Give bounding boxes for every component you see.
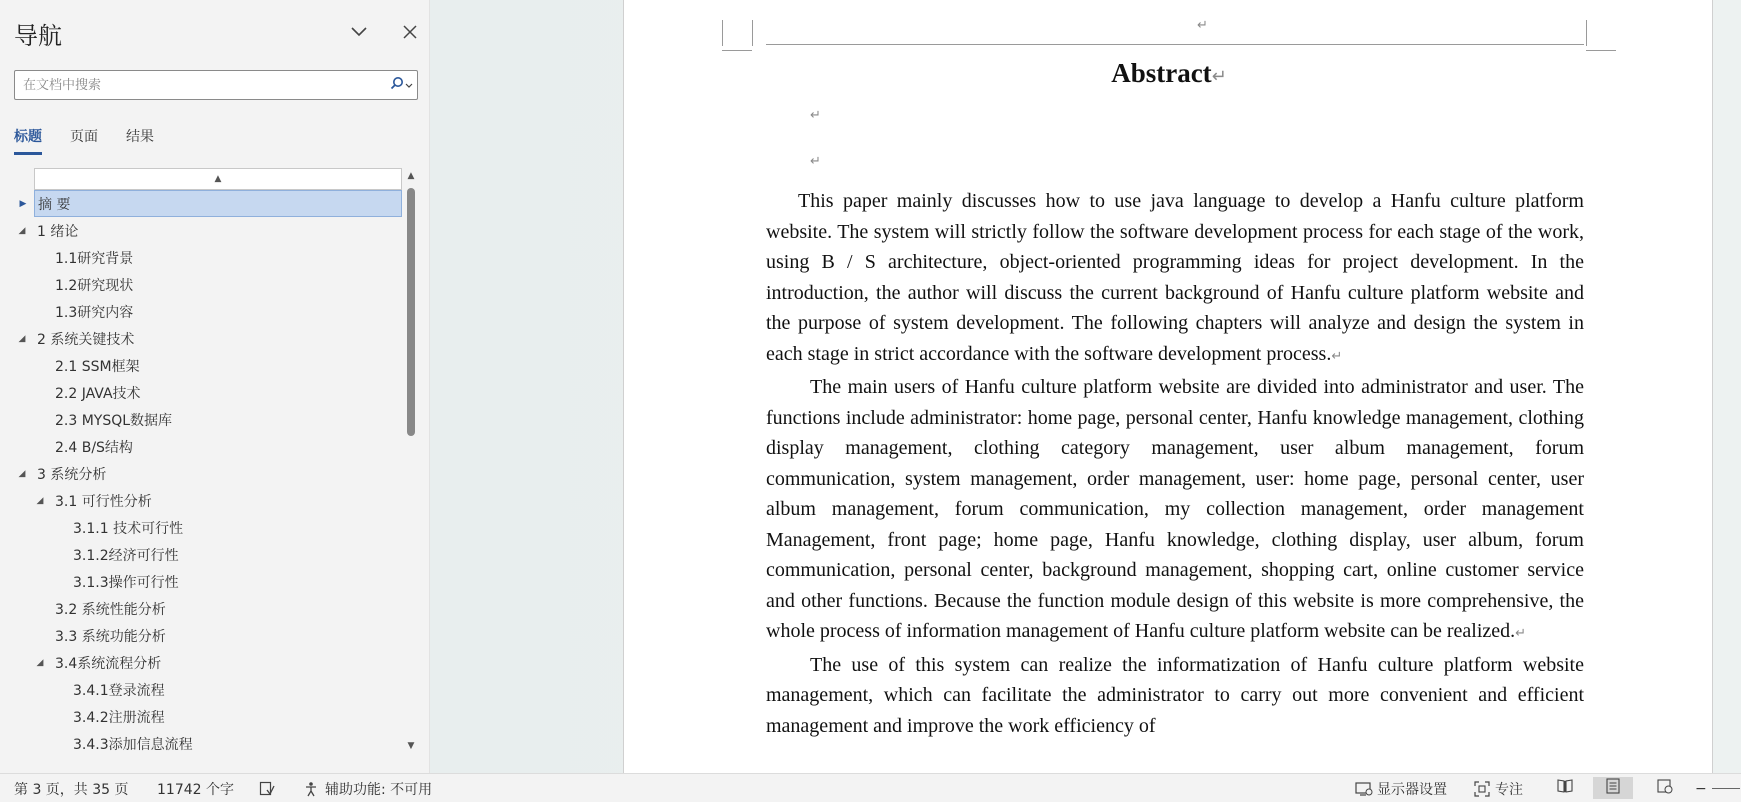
header-rule bbox=[766, 44, 1584, 45]
zoom-slider-track bbox=[1712, 788, 1740, 789]
crop-mark bbox=[722, 20, 723, 46]
heading-label: 1.2研究现状 bbox=[55, 277, 134, 294]
abstract-paragraph[interactable] bbox=[766, 186, 1584, 372]
heading-label: 3.1 可行性分析 bbox=[55, 493, 152, 510]
paragraph-mark: ↵ bbox=[1197, 18, 1208, 33]
zoom-slider[interactable] bbox=[1712, 774, 1740, 802]
scroll-to-top-button[interactable] bbox=[34, 168, 402, 190]
paragraph-text: The use of this system can realize the informatization of Hanfu culture platform website management, which can facilitate the administrator to carry out more convenient and efficient management and improve the work efficiency of bbox=[766, 653, 1584, 737]
zoom-out-button[interactable]: − bbox=[1695, 780, 1707, 797]
scroll-up-icon[interactable]: ▲ bbox=[407, 171, 415, 181]
heading-label: 3.4.3添加信息流程 bbox=[73, 736, 193, 753]
display-settings-icon bbox=[1355, 780, 1373, 798]
search-input[interactable] bbox=[15, 71, 375, 99]
chevron-down-icon bbox=[405, 78, 413, 93]
heading-label: 2.4 B/S结构 bbox=[55, 439, 133, 456]
crop-mark bbox=[1586, 50, 1616, 51]
focus-button[interactable] bbox=[1473, 774, 1523, 802]
heading-label: 3.2 系统性能分析 bbox=[55, 601, 166, 618]
heading-item[interactable] bbox=[14, 271, 402, 298]
crop-mark bbox=[722, 50, 752, 51]
nav-title: 导航 bbox=[14, 22, 62, 50]
focus-icon bbox=[1473, 780, 1491, 798]
heading-label: 摘 要 bbox=[38, 196, 71, 213]
collapse-arrow-icon[interactable]: ◢ bbox=[36, 495, 44, 506]
proofing-button[interactable] bbox=[258, 774, 276, 802]
paragraph-mark: ↵ bbox=[810, 154, 821, 169]
paragraph-mark: ↵ bbox=[1211, 66, 1227, 86]
heading-item[interactable] bbox=[14, 730, 402, 757]
heading-item[interactable] bbox=[14, 406, 402, 433]
heading-label: 3 系统分析 bbox=[37, 466, 107, 483]
nav-scrollbar[interactable] bbox=[405, 170, 417, 752]
web-layout-icon bbox=[1657, 778, 1673, 798]
read-mode-button[interactable] bbox=[1553, 777, 1577, 799]
abstract-heading[interactable] bbox=[624, 58, 1713, 89]
scroll-down-icon[interactable]: ▼ bbox=[407, 741, 415, 751]
focus-label: 专注 bbox=[1495, 781, 1523, 798]
heading-label: 3.4.2注册流程 bbox=[73, 709, 165, 726]
heading-item[interactable] bbox=[14, 595, 402, 622]
heading-label: 3.1.1 技术可行性 bbox=[73, 520, 184, 537]
heading-label: 1.1研究背景 bbox=[55, 250, 134, 267]
read-mode-icon bbox=[1557, 779, 1573, 797]
close-icon[interactable] bbox=[398, 20, 422, 44]
paragraph-text: This paper mainly discusses how to use java language to develop a Hanfu culture platform website. The system will strictly follow the software development process for each stage of the work, using B / S architecture, object-oriented programming ideas for project development. In the introduction, the author will discuss the current background of Hanfu culture platform website and the purpose of system development. The following chapters will analyze and design the system in each stage in strict accordance with the software development process. bbox=[766, 190, 1584, 365]
abstract-body[interactable] bbox=[766, 186, 1584, 741]
web-layout-button[interactable] bbox=[1653, 777, 1677, 799]
tab-headings[interactable]: 标题 bbox=[14, 126, 42, 155]
tab-results[interactable]: 结果 bbox=[126, 129, 154, 145]
heading-label: 2.3 MYSQL数据库 bbox=[55, 412, 173, 429]
document-page[interactable] bbox=[623, 0, 1713, 773]
heading-tree bbox=[14, 168, 402, 758]
heading-label: 3.3 系统功能分析 bbox=[55, 628, 166, 645]
tab-pages[interactable]: 页面 bbox=[70, 129, 98, 145]
heading-item[interactable] bbox=[14, 676, 402, 703]
collapse-all-icon: ▲ bbox=[214, 174, 222, 184]
accessibility-icon bbox=[303, 780, 321, 798]
heading-label: 3.1.2经济可行性 bbox=[73, 547, 179, 564]
crop-mark bbox=[1586, 20, 1587, 46]
heading-label: 3.4系统流程分析 bbox=[55, 655, 162, 672]
nav-tabs bbox=[14, 126, 154, 155]
display-settings-label: 显示器设置 bbox=[1377, 781, 1447, 798]
page-info[interactable]: 第 3 页，共 35 页 bbox=[14, 781, 129, 798]
print-layout-button[interactable] bbox=[1593, 777, 1633, 799]
heading-item[interactable] bbox=[14, 541, 402, 568]
abstract-paragraph[interactable] bbox=[766, 372, 1584, 650]
print-layout-icon bbox=[1606, 778, 1620, 798]
abstract-title-text: Abstract bbox=[1111, 58, 1212, 88]
heading-label: 2 系统关键技术 bbox=[37, 331, 135, 348]
scrollbar-thumb[interactable] bbox=[407, 188, 415, 436]
heading-item[interactable] bbox=[14, 325, 402, 352]
paragraph-mark: ↵ bbox=[1515, 626, 1527, 641]
word-count[interactable]: 11742 个字 bbox=[157, 781, 234, 798]
paragraph-mark: ↵ bbox=[810, 108, 821, 123]
heading-label: 3.4.1登录流程 bbox=[73, 682, 165, 699]
heading-label: 2.2 JAVA技术 bbox=[55, 385, 141, 402]
collapse-arrow-icon[interactable]: ◢ bbox=[18, 468, 26, 479]
heading-item[interactable] bbox=[14, 649, 402, 676]
heading-item[interactable] bbox=[14, 379, 402, 406]
proofing-icon bbox=[258, 780, 276, 798]
heading-label: 3.1.3操作可行性 bbox=[73, 574, 179, 591]
heading-label: 1.3研究内容 bbox=[55, 304, 134, 321]
crop-mark bbox=[752, 20, 753, 46]
heading-item[interactable] bbox=[14, 433, 402, 460]
status-bar bbox=[0, 773, 1741, 802]
heading-item[interactable] bbox=[14, 514, 402, 541]
heading-label: 2.1 SSM框架 bbox=[55, 358, 140, 375]
paragraph-text: The main users of Hanfu culture platform website are divided into administrator and user. The functions include administrator: home page, personal center, Hanfu knowledge management, clothing display management, clothing category management, user album management, forum communication, system management, order management, user: home page, personal center, user album management, forum communication, my collection management, order management Management, front page; home page, Hanfu knowledge, clothing display, user album, forum communication, personal center, background management, shopping cart, online customer service and other functions. Because the function module design of this website is more comprehensive, the whole process of information management of Hanfu culture platform website can be realized. bbox=[766, 376, 1584, 642]
heading-item[interactable] bbox=[14, 568, 402, 595]
heading-item[interactable] bbox=[14, 244, 402, 271]
accessibility-button[interactable] bbox=[303, 774, 432, 802]
paragraph-mark: ↵ bbox=[1331, 348, 1343, 364]
collapse-arrow-icon[interactable]: ◢ bbox=[36, 657, 44, 668]
collapse-arrow-icon[interactable]: ◢ bbox=[18, 333, 26, 344]
search-field[interactable] bbox=[14, 70, 418, 100]
chevron-down-icon[interactable] bbox=[347, 20, 371, 44]
heading-item[interactable] bbox=[14, 352, 402, 379]
heading-list bbox=[14, 190, 402, 757]
expand-arrow-icon[interactable]: ▶ bbox=[19, 198, 27, 209]
heading-item[interactable] bbox=[19, 190, 402, 217]
search-icon bbox=[390, 76, 404, 94]
heading-item[interactable] bbox=[14, 298, 402, 325]
heading-item[interactable] bbox=[14, 487, 402, 514]
collapse-arrow-icon[interactable]: ◢ bbox=[18, 225, 26, 236]
navigation-pane bbox=[0, 0, 430, 773]
search-button[interactable] bbox=[390, 76, 413, 94]
heading-label: 1 绪论 bbox=[37, 223, 79, 240]
display-settings-button[interactable] bbox=[1355, 774, 1447, 802]
abstract-paragraph[interactable] bbox=[766, 650, 1584, 742]
heading-item[interactable] bbox=[14, 217, 402, 244]
heading-item[interactable] bbox=[14, 703, 402, 730]
heading-item[interactable] bbox=[14, 622, 402, 649]
heading-item[interactable] bbox=[14, 460, 402, 487]
accessibility-label: 辅助功能: 不可用 bbox=[325, 781, 433, 798]
